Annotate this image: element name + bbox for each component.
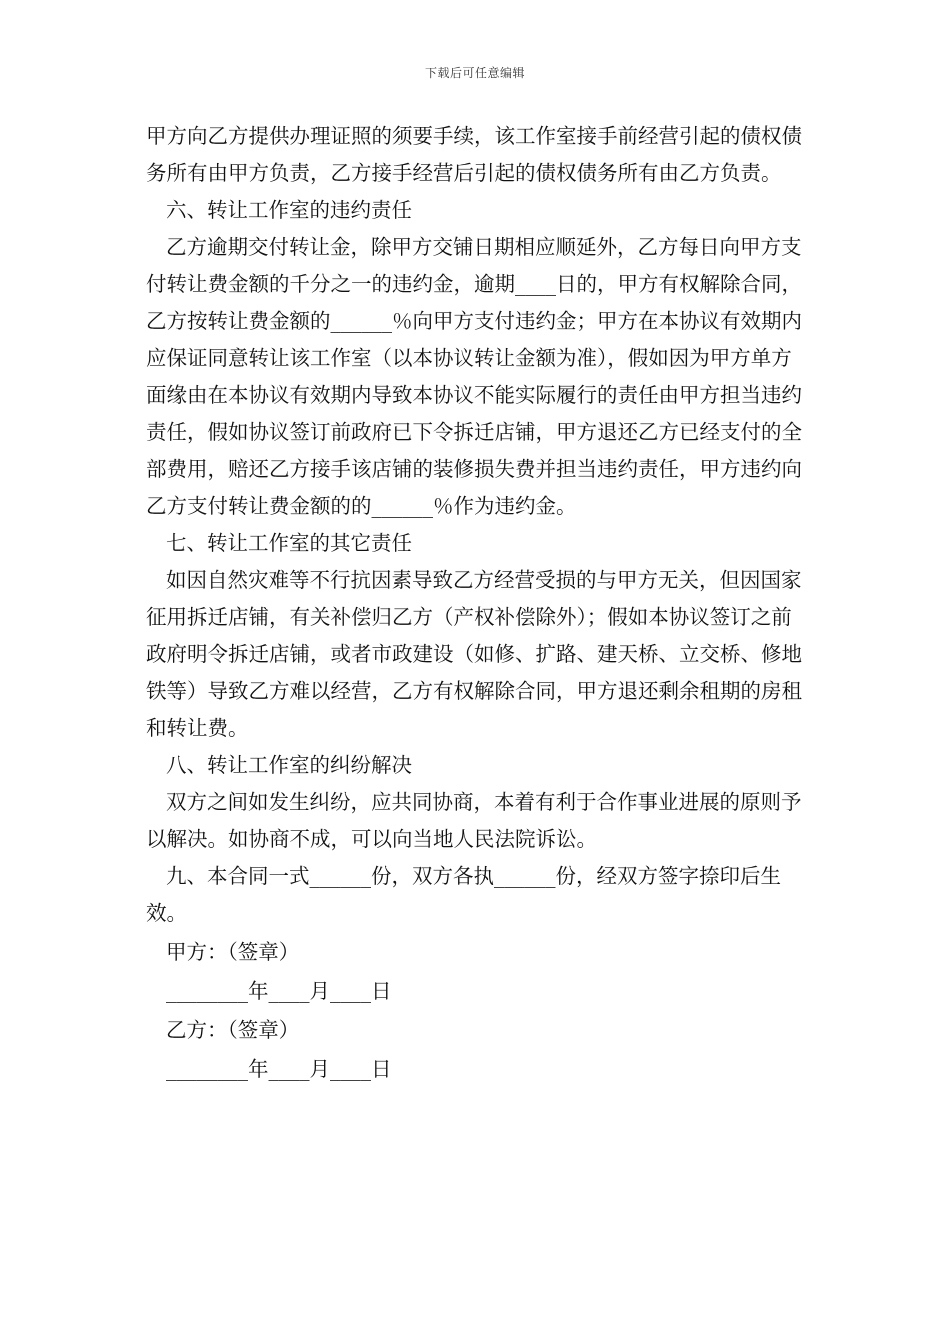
party-a-date: ________年____月____日 (166, 979, 392, 1003)
section-9-body: 九、本合同一式______份，双方各执______份，经双方签字捺印后生效。 (146, 864, 781, 925)
section-8-body: 双方之间如发生纠纷，应共同协商，本着有利于合作事业进展的原则予以解决。如协商不成，可以向当地人民法院诉讼。 (146, 790, 802, 851)
section-7-body: 如因自然灾难等不行抗因素导致乙方经营受损的与甲方无关，但因国家征用拆迁店铺，有关补偿归乙方（产权补偿除外）；假如本协议签订之前政府明令拆迁店铺，或者市政建设（如修、扩路、建天桥、立交桥、修地铁等）导致乙方难以经营，乙方有权解除合同，甲方退还剩余租期的房租和转让费。 (146, 568, 802, 740)
party-b-signature: 乙方：（签章） (166, 1018, 300, 1042)
section-7-title: 七、转让工作室的其它责任 (166, 531, 412, 555)
section-6-title: 六、转让工作室的违约责任 (166, 198, 412, 222)
section-8-title: 八、转让工作室的纠纷解决 (166, 753, 412, 777)
party-a-signature: 甲方：（签章） (166, 940, 300, 964)
paragraph-liabilities: 甲方向乙方提供办理证照的须要手续，该工作室接手前经营引起的债权债务所有由甲方负责，乙方接手经营后引起的债权债务所有由乙方负责。 (146, 124, 802, 185)
party-b-date: ________年____月____日 (166, 1057, 392, 1081)
page-header: 下载后可任意编辑 (424, 66, 525, 80)
section-6-body: 乙方逾期交付转让金，除甲方交铺日期相应顺延外，乙方每日向甲方支付转让费金额的千分之一的违约金，逾期____日的，甲方有权解除合同，乙方按转让费金额的______％向甲方支付违约金；甲方在本协议有效期内应保证同意转让该工作室（以本协议转让金额为准），假如因为甲方单方面缘由在本协议有效期内导致本协议不能实际履行的责任由甲方担当违约责任，假如协议签订前政府已下令拆迁店铺，甲方退还乙方已经支付的全部费用，赔还乙方接手该店铺的装修损失费并担当违约责任，甲方违约向乙方支付转让费金额的的______％作为违约金。 (146, 235, 802, 518)
document-body (146, 118, 810, 1088)
